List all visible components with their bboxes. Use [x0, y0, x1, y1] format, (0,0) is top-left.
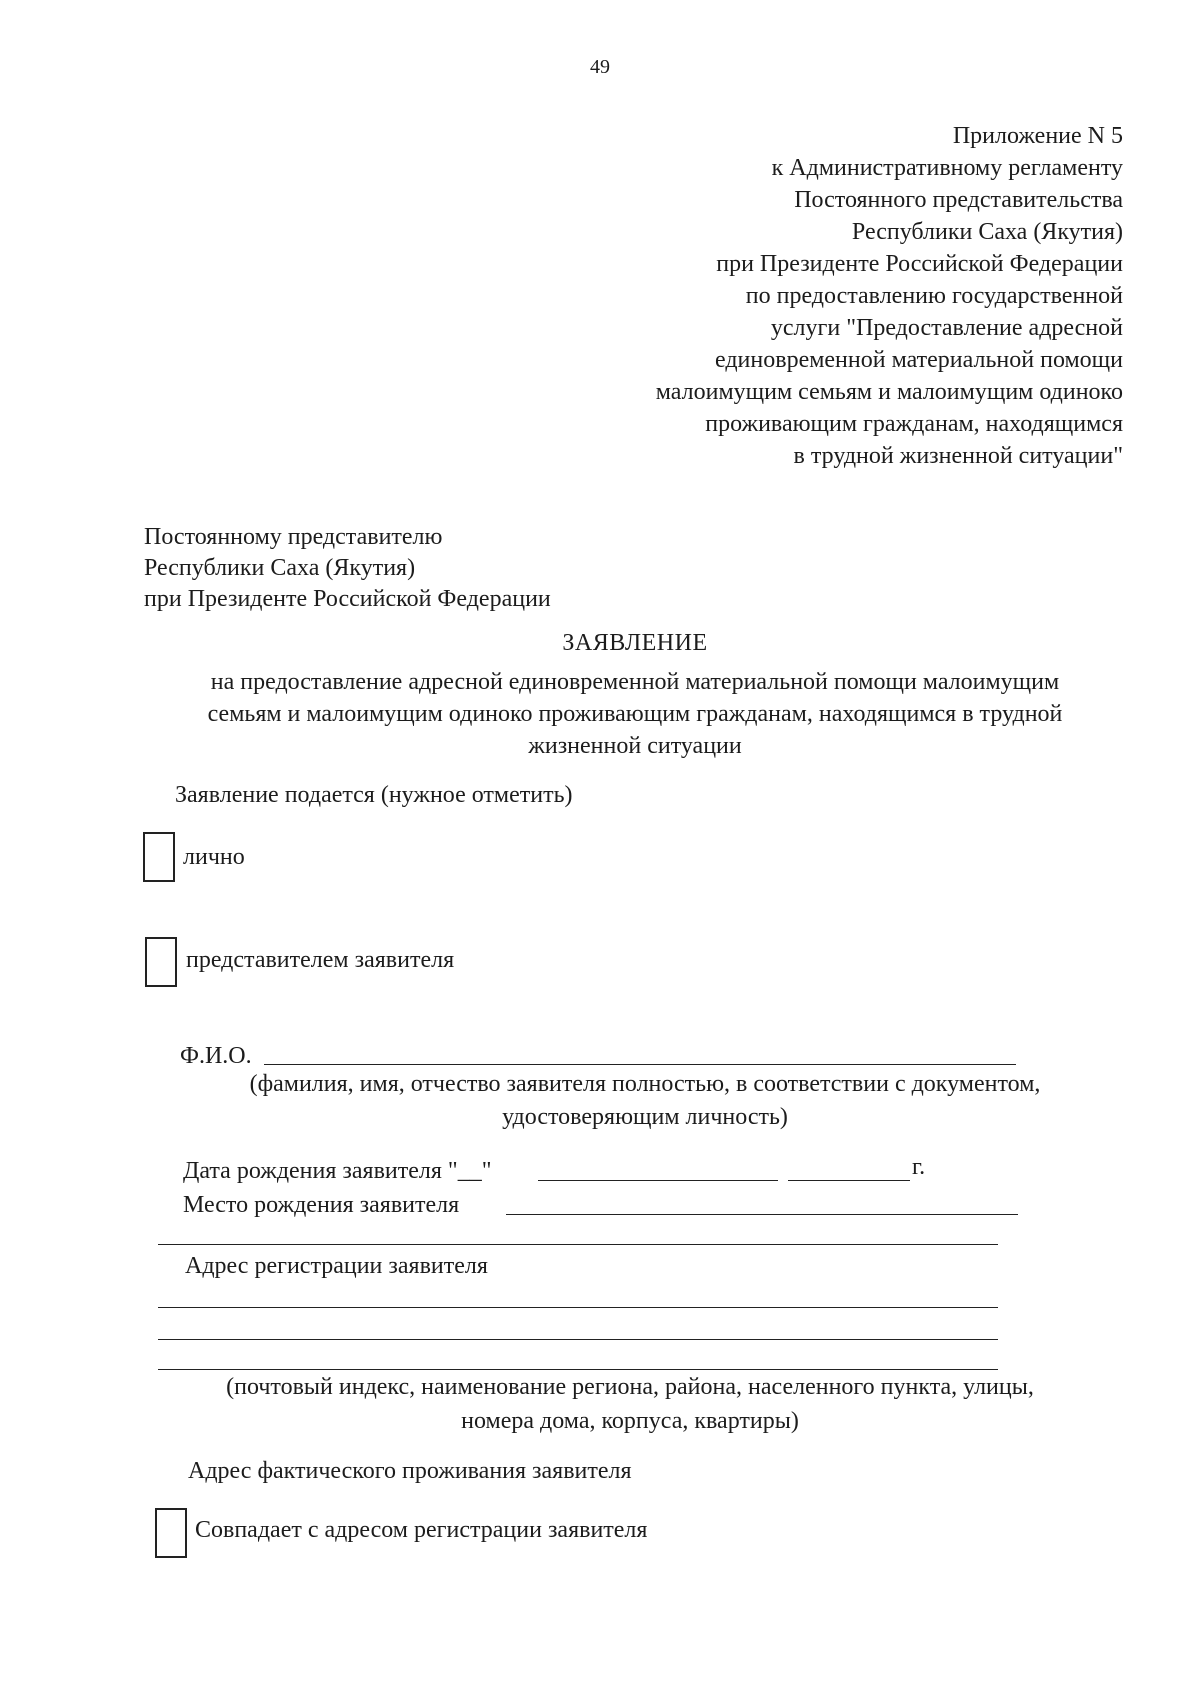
checkbox-in-person-label: лично [183, 844, 245, 870]
addressee-block [144, 522, 551, 615]
checkbox-same-as-registration[interactable] [155, 1508, 187, 1558]
registration-hint-line: (почтовый индекс, наименование региона, района, населенного пункта, улицы, [226, 1374, 1034, 1400]
appendix-line: единовременной материальной помощи [715, 347, 1123, 373]
birth-date-year-line[interactable] [788, 1180, 910, 1181]
page-number: 49 [590, 56, 610, 78]
appendix-line: по предоставлению государственной [745, 283, 1123, 309]
registration-address-hint [150, 1370, 1110, 1438]
fio-input-line[interactable] [264, 1064, 1016, 1065]
checkbox-same-as-registration-label: Совпадает с адресом регистрации заявителя [195, 1517, 648, 1543]
registration-hint-line: номера дома, корпуса, квартиры) [461, 1408, 799, 1434]
appendix-line: в трудной жизненной ситуации" [793, 443, 1123, 469]
checkbox-by-representative-label: представителем заявителя [186, 947, 455, 973]
registration-address-label: Адрес регистрации заявителя [185, 1253, 488, 1279]
birth-place-line[interactable] [506, 1214, 1018, 1215]
submission-header: Заявление подается (нужное отметить) [175, 782, 573, 808]
appendix-line: Постоянного представительства [794, 187, 1123, 213]
subtitle-line: семьям и малоимущим одиноко проживающим гражданам, находящимся в трудной [207, 701, 1063, 727]
fio-hint-line: удостоверяющим личность) [502, 1104, 788, 1130]
birth-date-label: Дата рождения заявителя "__" [183, 1158, 492, 1184]
appendix-line: к Административному регламенту [771, 155, 1123, 181]
appendix-line: малоимущим семьям и малоимущим одиноко [655, 379, 1123, 405]
addressee-line: при Президенте Российской Федерации [144, 586, 551, 612]
appendix-header [656, 120, 1123, 472]
addressee-line: Постоянному представителю [144, 524, 443, 550]
birth-date-row [183, 1158, 492, 1185]
fio-hint-line: (фамилия, имя, отчество заявителя полностью, в соответствии с документом, [249, 1071, 1041, 1097]
appendix-line: услуги "Предоставление адресной [770, 315, 1123, 341]
addressee-line: Республики Саха (Якутия) [144, 555, 416, 581]
appendix-line: Приложение N 5 [952, 123, 1123, 149]
registration-address-line[interactable] [158, 1307, 998, 1308]
birth-date-suffix: г. [912, 1154, 926, 1180]
actual-address-label: Адрес фактического проживания заявителя [188, 1458, 632, 1484]
registration-address-line[interactable] [158, 1339, 998, 1340]
subtitle-line: жизненной ситуации [528, 733, 742, 759]
fio-label: Ф.И.О. [180, 1043, 252, 1069]
birth-place-line-2[interactable] [158, 1244, 998, 1245]
appendix-line: Республики Саха (Якутия) [851, 219, 1123, 245]
appendix-line: проживающим гражданам, находящимся [705, 411, 1123, 437]
document-title: ЗАЯВЛЕНИЕ [562, 630, 708, 656]
checkbox-by-representative[interactable] [145, 937, 177, 987]
checkbox-in-person[interactable] [143, 832, 175, 882]
fio-hint [190, 1068, 1100, 1134]
document-subtitle [140, 666, 1130, 762]
subtitle-line: на предоставление адресной единовременной материальной помощи малоимущим [210, 669, 1060, 695]
birth-place-label: Место рождения заявителя [183, 1192, 460, 1218]
appendix-line: при Президенте Российской Федерации [716, 251, 1123, 277]
birth-date-month-line[interactable] [538, 1180, 778, 1181]
